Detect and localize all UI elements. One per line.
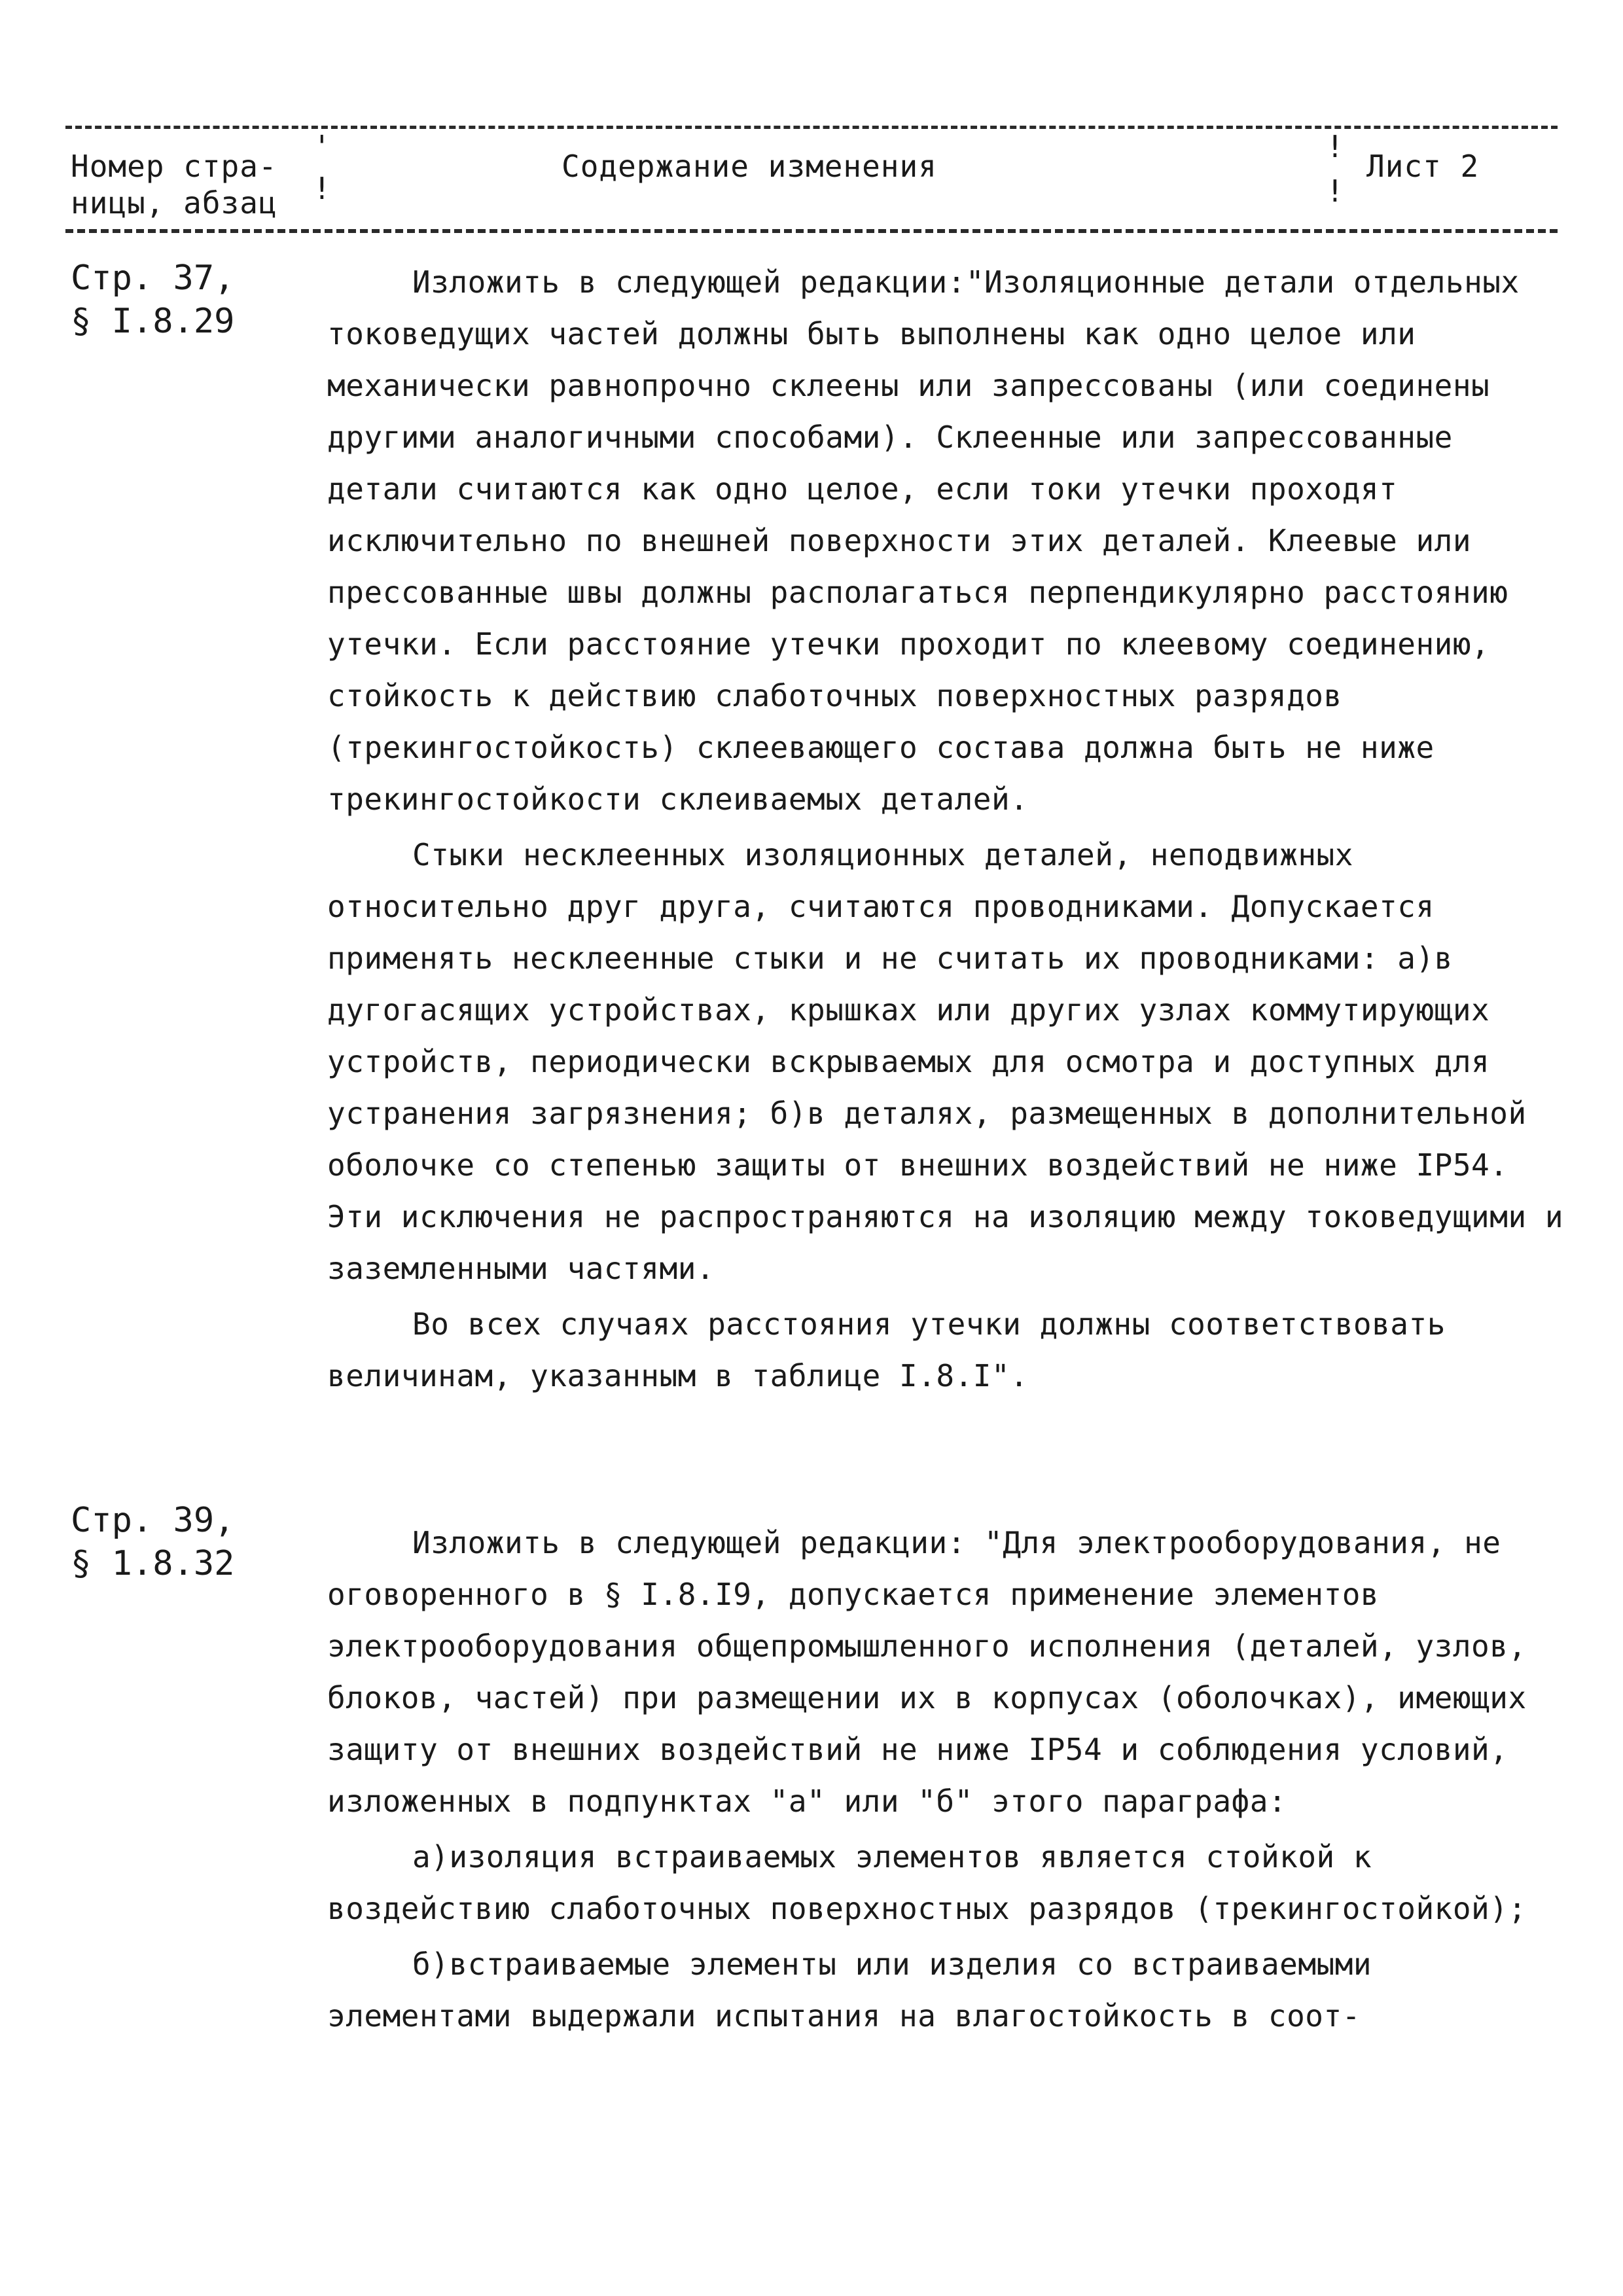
header-separator-mark: !	[1326, 173, 1344, 209]
header-separator-mark: !	[1326, 129, 1344, 164]
body-paragraph: Во всех случаях расстояния утечки должны соответствовать величинам, указанным в таблице I.8.I".	[327, 1306, 1446, 1393]
header-separator-mark: !	[313, 171, 331, 206]
body-paragraph: Изложить в следующей редакции:"Изоляционные детали отдельных токоведущих частей должны быть выполнены как одно целое или механически равнопрочно склеены или запрессованы (или соединены другими аналогичными способами). Склеенные или запрессованные детали считаются как одно целое, если токи утечки проходят исключительно по внешней поверхности этих деталей. Клеевые или прессованные швы должны располагаться перпендикулярно расстоянию утечки. Если расстояние утечки проходит по клеевому соединению, стойкость к действию слаботочных поверхностных разрядов (трекингостойкость) склеевающего состава должна быть не ниже трекингостойкости склеиваемых деталей.	[327, 264, 1520, 817]
body-paragraph: а)изоляция встраиваемых элементов является стойкой к воздействию слаботочных поверхностных разрядов (трекингостойкой);	[327, 1839, 1527, 1926]
header-bottom-rule	[65, 229, 1558, 233]
section-body	[327, 257, 1571, 1402]
header-page-paragraph-label	[71, 148, 277, 221]
section-reference-text: Стр. 37, § I.8.29	[71, 259, 235, 341]
section-reference	[71, 257, 234, 343]
header-change-content-label: Содержание изменения	[562, 149, 937, 184]
header-sheet-number: Лист 2	[1366, 149, 1480, 184]
section-reference-text: Стр. 39, § 1.8.32	[71, 1501, 235, 1583]
header-col1-text: Номер стра- ницы, абзац	[71, 149, 277, 221]
section-reference	[71, 1499, 234, 1585]
section-body	[327, 1517, 1571, 2042]
body-paragraph: б)встраиваемые элементы или изделия со встраиваемыми элементами выдержали испытания на влагостойкость в соот-	[327, 1946, 1372, 2034]
header-separator-mark: '	[313, 129, 331, 164]
body-paragraph: Изложить в следующей редакции: "Для электрооборудования, не оговоренного в § I.8.I9, допускается применение элементов электрооборудования общепромышленного исполнения (деталей, узлов, блоков, частей) при размещении их в корпусах (оболочках), имеющих защиту от внешних воздействий не ниже IP54 и соблюдения условий, изложенных в подпунктах "а" или "б" этого параграфа:	[327, 1525, 1527, 1819]
body-paragraph: Стыки несклеенных изоляционных деталей, неподвижных относительно друг друга, считаются проводниками. Допускается применять несклеенные стыки и не считать их проводниками: а)в дугогасящих устройствах, крышках или других узлах коммутирующих устройств, периодически вскрываемых для осмотра и доступных для устранения загрязнения; б)в деталях, размещенных в дополнительной оболочке со степенью защиты от внешних воздействий не ниже IP54. Эти исключения не распространяются на изоляцию между токоведущими и заземленными частями.	[327, 837, 1564, 1286]
